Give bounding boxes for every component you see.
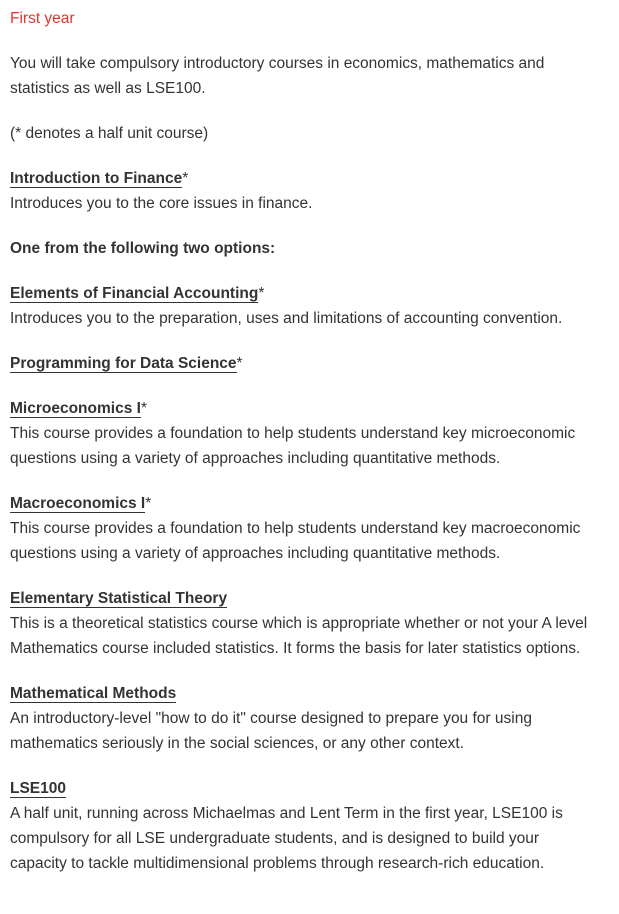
intro-paragraph: You will take compulsory introductory courses in economics, mathematics and statistics as well as LSE100. [10,55,545,97]
course-entry [10,586,611,661]
course-entry [10,166,611,216]
course-link[interactable]: LSE100 [10,780,67,797]
course-title-line [10,776,611,801]
spacer [10,566,611,586]
spacer [10,471,611,491]
course-link[interactable]: Mathematical Methods [10,685,177,702]
spacer [10,216,611,236]
course-entry [10,396,611,471]
half-unit-marker: * [145,495,152,512]
half-unit-marker: * [182,170,189,187]
course-link[interactable]: Macroeconomics I [10,495,146,512]
half-unit-marker: * [258,285,265,302]
course-description: This course provides a foundation to help students understand key macroeconomic questions using a variety of approaches including quantitative methods. [10,520,581,562]
spacer [10,661,611,681]
course-link[interactable]: Microeconomics I [10,400,141,417]
course-title-line [10,396,611,421]
spacer [10,261,611,281]
course-description: An introductory-level "how to do it" course designed to prepare you for using mathematics seriously in the social sciences, or any other context. [10,710,532,752]
course-entry [10,681,611,756]
course-description: This course provides a foundation to help students understand key microeconomic questions using a variety of approaches including quantitative methods. [10,425,576,467]
course-link[interactable]: Elements of Financial Accounting [10,285,259,302]
section-heading: First year [10,10,75,27]
course-link[interactable]: Programming for Data Science [10,355,237,372]
course-link[interactable]: Elementary Statistical Theory [10,590,228,607]
course-title-line [10,166,611,191]
options-label: One from the following two options: [10,240,276,257]
spacer [10,756,611,776]
course-title-line [10,681,611,706]
course-description: Introduces you to the preparation, uses and limitations of accounting convention. [10,310,563,327]
course-title-line [10,586,611,611]
course-description: This is a theoretical statistics course which is appropriate whether or not your A level Mathematics course included statistics. It forms the basis for later statistics options. [10,615,588,657]
course-entry [10,351,611,376]
course-description: A half unit, running across Michaelmas and Lent Term in the first year, LSE100 is compulsory for all LSE undergraduate students, and is designed to build your capacity to tackle multidimensional problems through research-rich education. [10,805,563,872]
course-link[interactable]: Introduction to Finance [10,170,183,187]
course-entry [10,491,611,566]
half-unit-marker: * [140,400,147,417]
course-entry [10,776,611,876]
half-unit-note: (* denotes a half unit course) [10,125,209,142]
course-title-line [10,491,611,516]
course-description: Introduces you to the core issues in finance. [10,195,313,212]
course-title-line [10,281,611,306]
course-entry [10,281,611,331]
spacer [10,376,611,396]
spacer [10,146,611,166]
spacer [10,101,611,121]
half-unit-marker: * [236,355,243,372]
course-title-line [10,351,611,376]
spacer [10,331,611,351]
spacer [10,31,611,51]
